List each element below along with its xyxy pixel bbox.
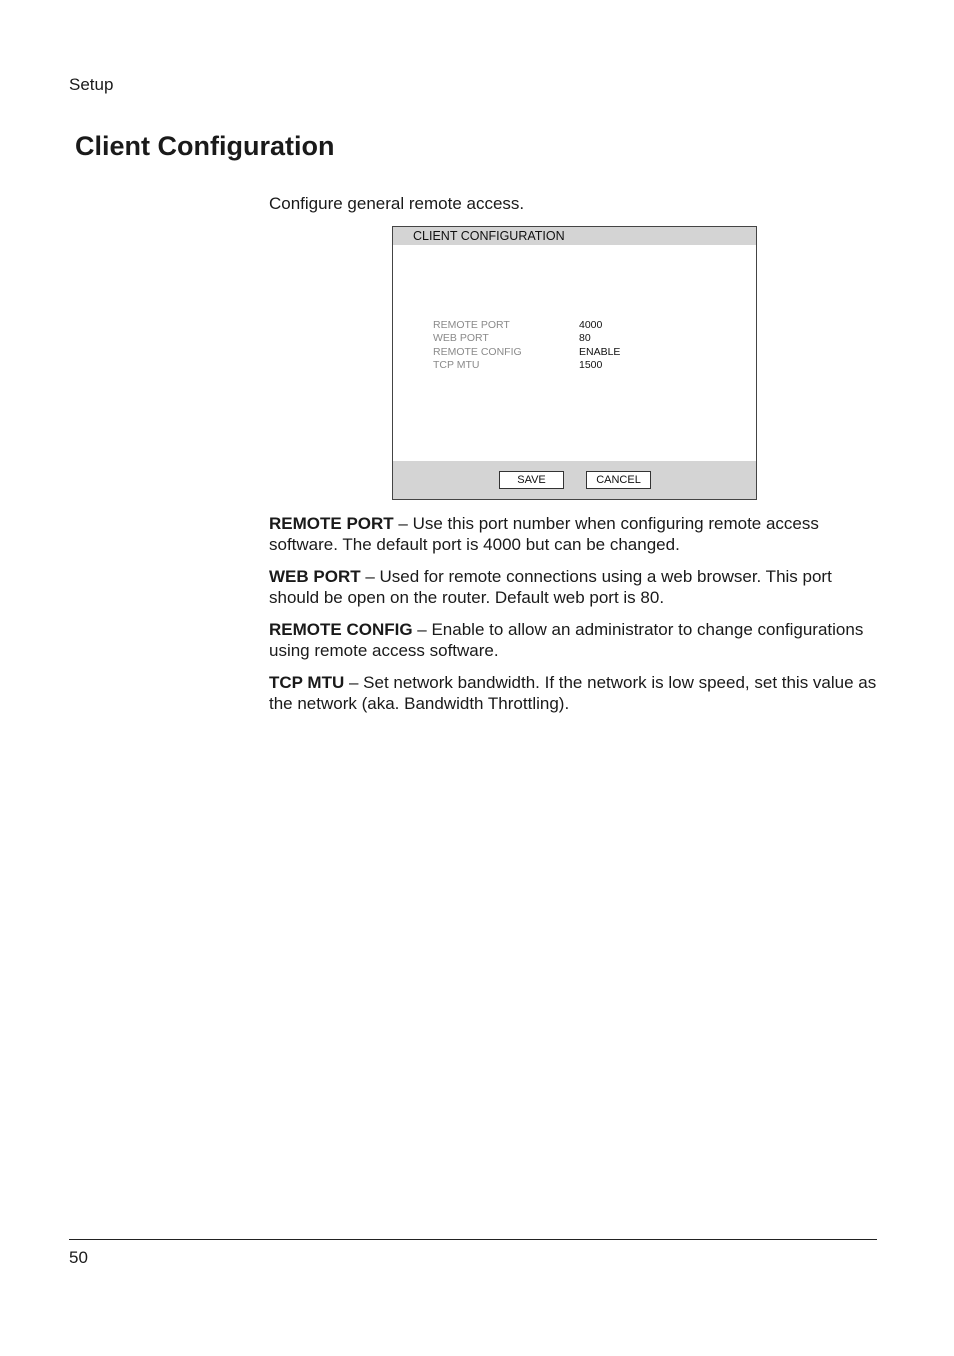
setting-label: REMOTE CONFIG (433, 345, 522, 358)
setting-remote-config[interactable] (433, 346, 693, 359)
description-term: REMOTE CONFIG (269, 620, 413, 639)
description-remote-port (269, 513, 881, 555)
setting-remote-port[interactable] (433, 319, 693, 332)
setting-value[interactable]: 1500 (579, 358, 603, 371)
save-button[interactable]: SAVE (499, 471, 564, 489)
cancel-button[interactable]: CANCEL (586, 471, 651, 489)
dialog-title: CLIENT CONFIGURATION (393, 227, 756, 245)
client-configuration-dialog (392, 226, 757, 500)
setting-value[interactable]: 4000 (579, 319, 603, 331)
setting-value[interactable]: 80 (579, 332, 591, 345)
description-remote-config (269, 619, 881, 661)
description-text: – Set network bandwidth. If the network is low speed, set this value as the network (aka. Bandwidth Throttling). (269, 673, 877, 713)
description-web-port (269, 566, 881, 608)
setting-label: TCP MTU (433, 358, 480, 371)
page-number: 50 (69, 1248, 88, 1267)
description-term: TCP MTU (269, 673, 345, 692)
description-term: REMOTE PORT (269, 514, 394, 533)
footer-divider (69, 1239, 877, 1240)
description-text: – Enable to allow an administrator to change configurations using remote access software. (269, 620, 864, 660)
description-text: – Use this port number when configuring remote access software. The default port is 4000 but can be changed. (269, 514, 819, 554)
setting-value[interactable]: ENABLE (579, 345, 621, 358)
dialog-footer (393, 461, 756, 499)
settings-list (433, 319, 693, 372)
field-descriptions (269, 513, 881, 725)
intro-text: Configure general remote access. (269, 194, 525, 213)
description-text: – Used for remote connections using a web browser. This port should be open on the router. Default web port is 80. (269, 567, 832, 607)
description-tcp-mtu (269, 672, 881, 714)
setting-label: REMOTE PORT (433, 319, 510, 331)
section-label: Setup (69, 75, 114, 94)
setting-label: WEB PORT (433, 332, 489, 345)
page-title: Client Configuration (75, 131, 335, 161)
description-term: WEB PORT (269, 567, 361, 586)
setting-web-port[interactable] (433, 332, 693, 345)
setting-tcp-mtu[interactable] (433, 359, 693, 372)
